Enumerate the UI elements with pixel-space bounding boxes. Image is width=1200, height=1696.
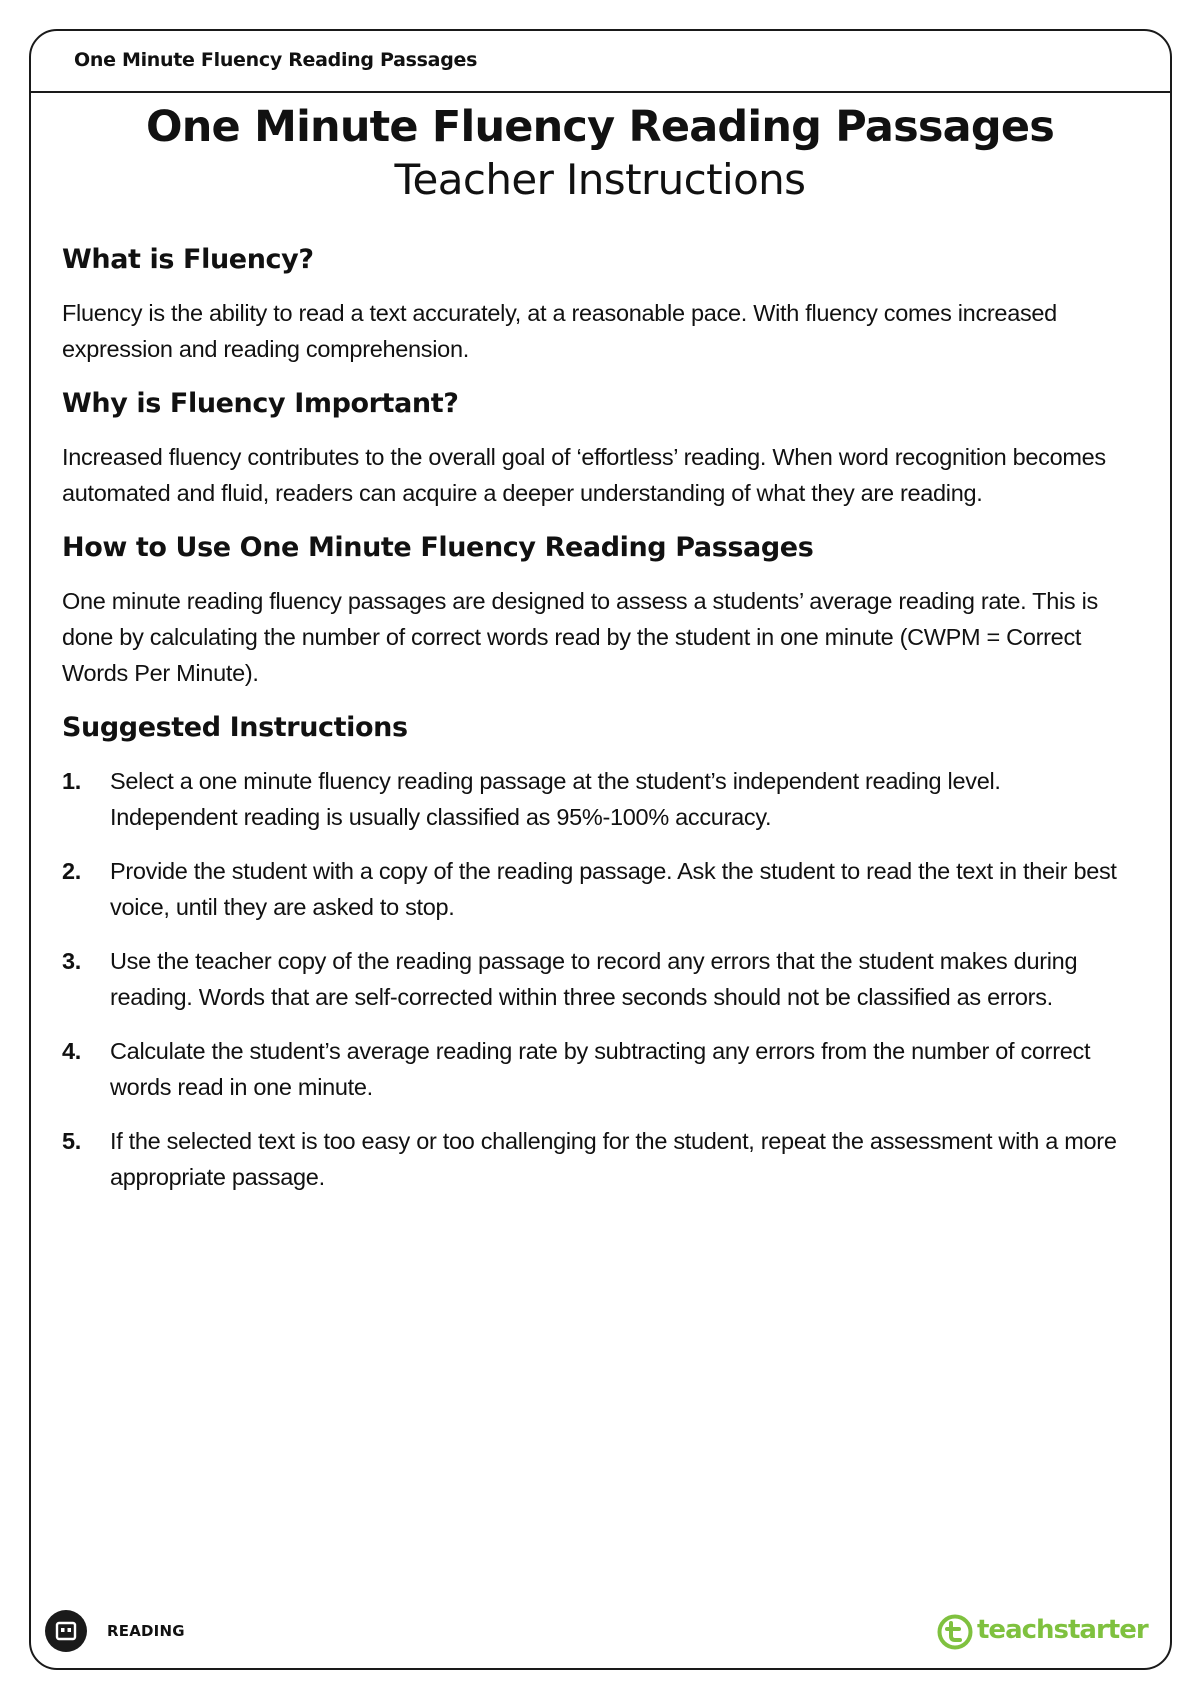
instructions-list bbox=[62, 763, 1117, 1195]
section-body-why-fluency-important: Increased fluency contributes to the overall goal of ‘effortless’ reading. When word recognition becomes automated and fluid, readers can acquire a deeper understanding of what they are reading. bbox=[62, 444, 1106, 506]
list-item-text: Calculate the student’s average reading rate by subtracting any errors from the number of correct words read in one minute. bbox=[110, 1038, 1091, 1100]
list-item-text: If the selected text is too easy or too challenging for the student, repeat the assessment with a more appropriate passage. bbox=[110, 1128, 1117, 1190]
running-title: One Minute Fluency Reading Passages bbox=[74, 49, 478, 71]
subject-label: READING bbox=[107, 1622, 185, 1640]
content bbox=[62, 243, 1117, 1213]
section-body-how-to-use: One minute reading fluency passages are designed to assess a students’ average reading rate. This is done by calculating the number of correct words read by the student in one minute (CWPM = Correct Words Per Minute). bbox=[62, 588, 1098, 686]
section-body-what-is-fluency: Fluency is the ability to read a text accurately, at a reasonable pace. With fluency comes increased expression and reading comprehension. bbox=[62, 300, 1057, 362]
list-item bbox=[62, 763, 1117, 835]
page-title: One Minute Fluency Reading Passages bbox=[145, 102, 1055, 152]
brand-name: teachstarter bbox=[977, 1615, 1148, 1645]
list-item-text: Select a one minute fluency reading passage at the student’s independent reading level. Independent reading is usually classified as 95%-100% accuracy. bbox=[110, 768, 1001, 830]
list-item-number: 1. bbox=[62, 768, 81, 794]
title-block bbox=[0, 100, 1200, 206]
section-heading-how-to-use: How to Use One Minute Fluency Reading Passages bbox=[62, 532, 814, 563]
footer bbox=[45, 1610, 1155, 1654]
list-item bbox=[62, 1123, 1117, 1195]
header-bar bbox=[31, 31, 1170, 93]
list-item bbox=[62, 1033, 1117, 1105]
list-item-number: 2. bbox=[62, 858, 81, 884]
list-item bbox=[62, 943, 1117, 1015]
list-item-number: 5. bbox=[62, 1128, 81, 1154]
list-item-number: 4. bbox=[62, 1038, 81, 1064]
page-subtitle: Teacher Instructions bbox=[394, 155, 806, 204]
list-item-number: 3. bbox=[62, 948, 81, 974]
list-item-text: Use the teacher copy of the reading passage to record any errors that the student makes during reading. Words that are self-corrected within three seconds should not be classified as errors. bbox=[110, 948, 1078, 1010]
section-heading-suggested-instructions: Suggested Instructions bbox=[62, 712, 408, 743]
section-heading-why-fluency-important: Why is Fluency Important? bbox=[62, 388, 459, 419]
teachstarter-logo-icon bbox=[937, 1614, 973, 1650]
list-item-text: Provide the student with a copy of the reading passage. Ask the student to read the text in their best voice, until they are asked to stop. bbox=[110, 858, 1117, 920]
section-heading-what-is-fluency: What is Fluency? bbox=[62, 244, 314, 275]
book-icon bbox=[45, 1610, 87, 1652]
list-item bbox=[62, 853, 1117, 925]
brand-logo bbox=[937, 1612, 1148, 1652]
